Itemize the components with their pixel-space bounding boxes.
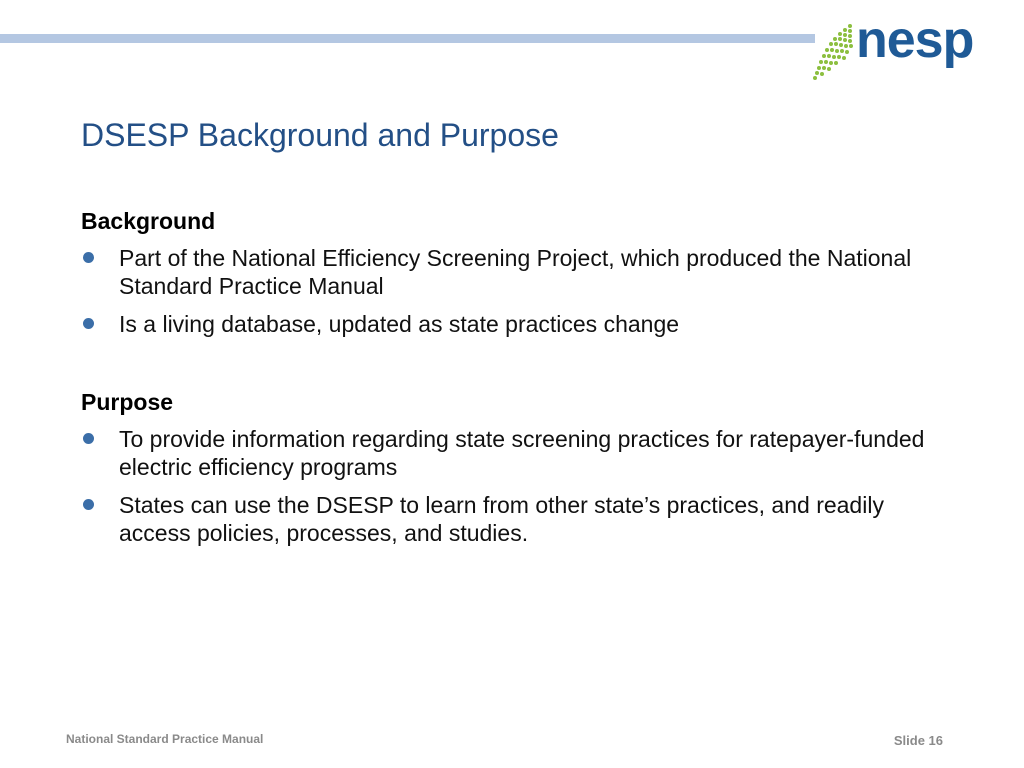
bullet-item [81,491,961,547]
section-heading: Purpose [81,389,174,415]
footer-title: National Standard Practice Manual [66,732,264,746]
logo-wordmark: nesp [856,11,974,69]
nesp-logo [812,11,994,82]
background-section [81,208,961,348]
slide-number: Slide 16 [893,733,943,748]
slide-title: DSESP Background and Purpose [81,117,559,153]
section-heading: Background [81,208,216,234]
leaf-dots-icon [812,20,856,82]
bullet-text: To provide information regarding state screening practices for ratepayer-funded electric efficiency programs [119,425,925,480]
bullet-text: Is a living database, updated as state practices change [119,310,680,337]
bullet-icon [83,499,94,510]
bullet-icon [83,318,94,329]
bullet-item [81,244,961,300]
top-accent-bar [0,34,815,43]
bullet-item [81,425,961,481]
bullet-item [81,310,961,338]
bullet-list [81,244,961,338]
bullet-text: States can use the DSESP to learn from other state’s practices, and readily access policies, processes, and studies. [119,491,884,546]
purpose-section [81,389,961,557]
bullet-icon [83,252,94,263]
bullet-text: Part of the National Efficiency Screening Project, which produced the National Standard Practice Manual [119,244,912,299]
bullet-list [81,425,961,547]
bullet-icon [83,433,94,444]
